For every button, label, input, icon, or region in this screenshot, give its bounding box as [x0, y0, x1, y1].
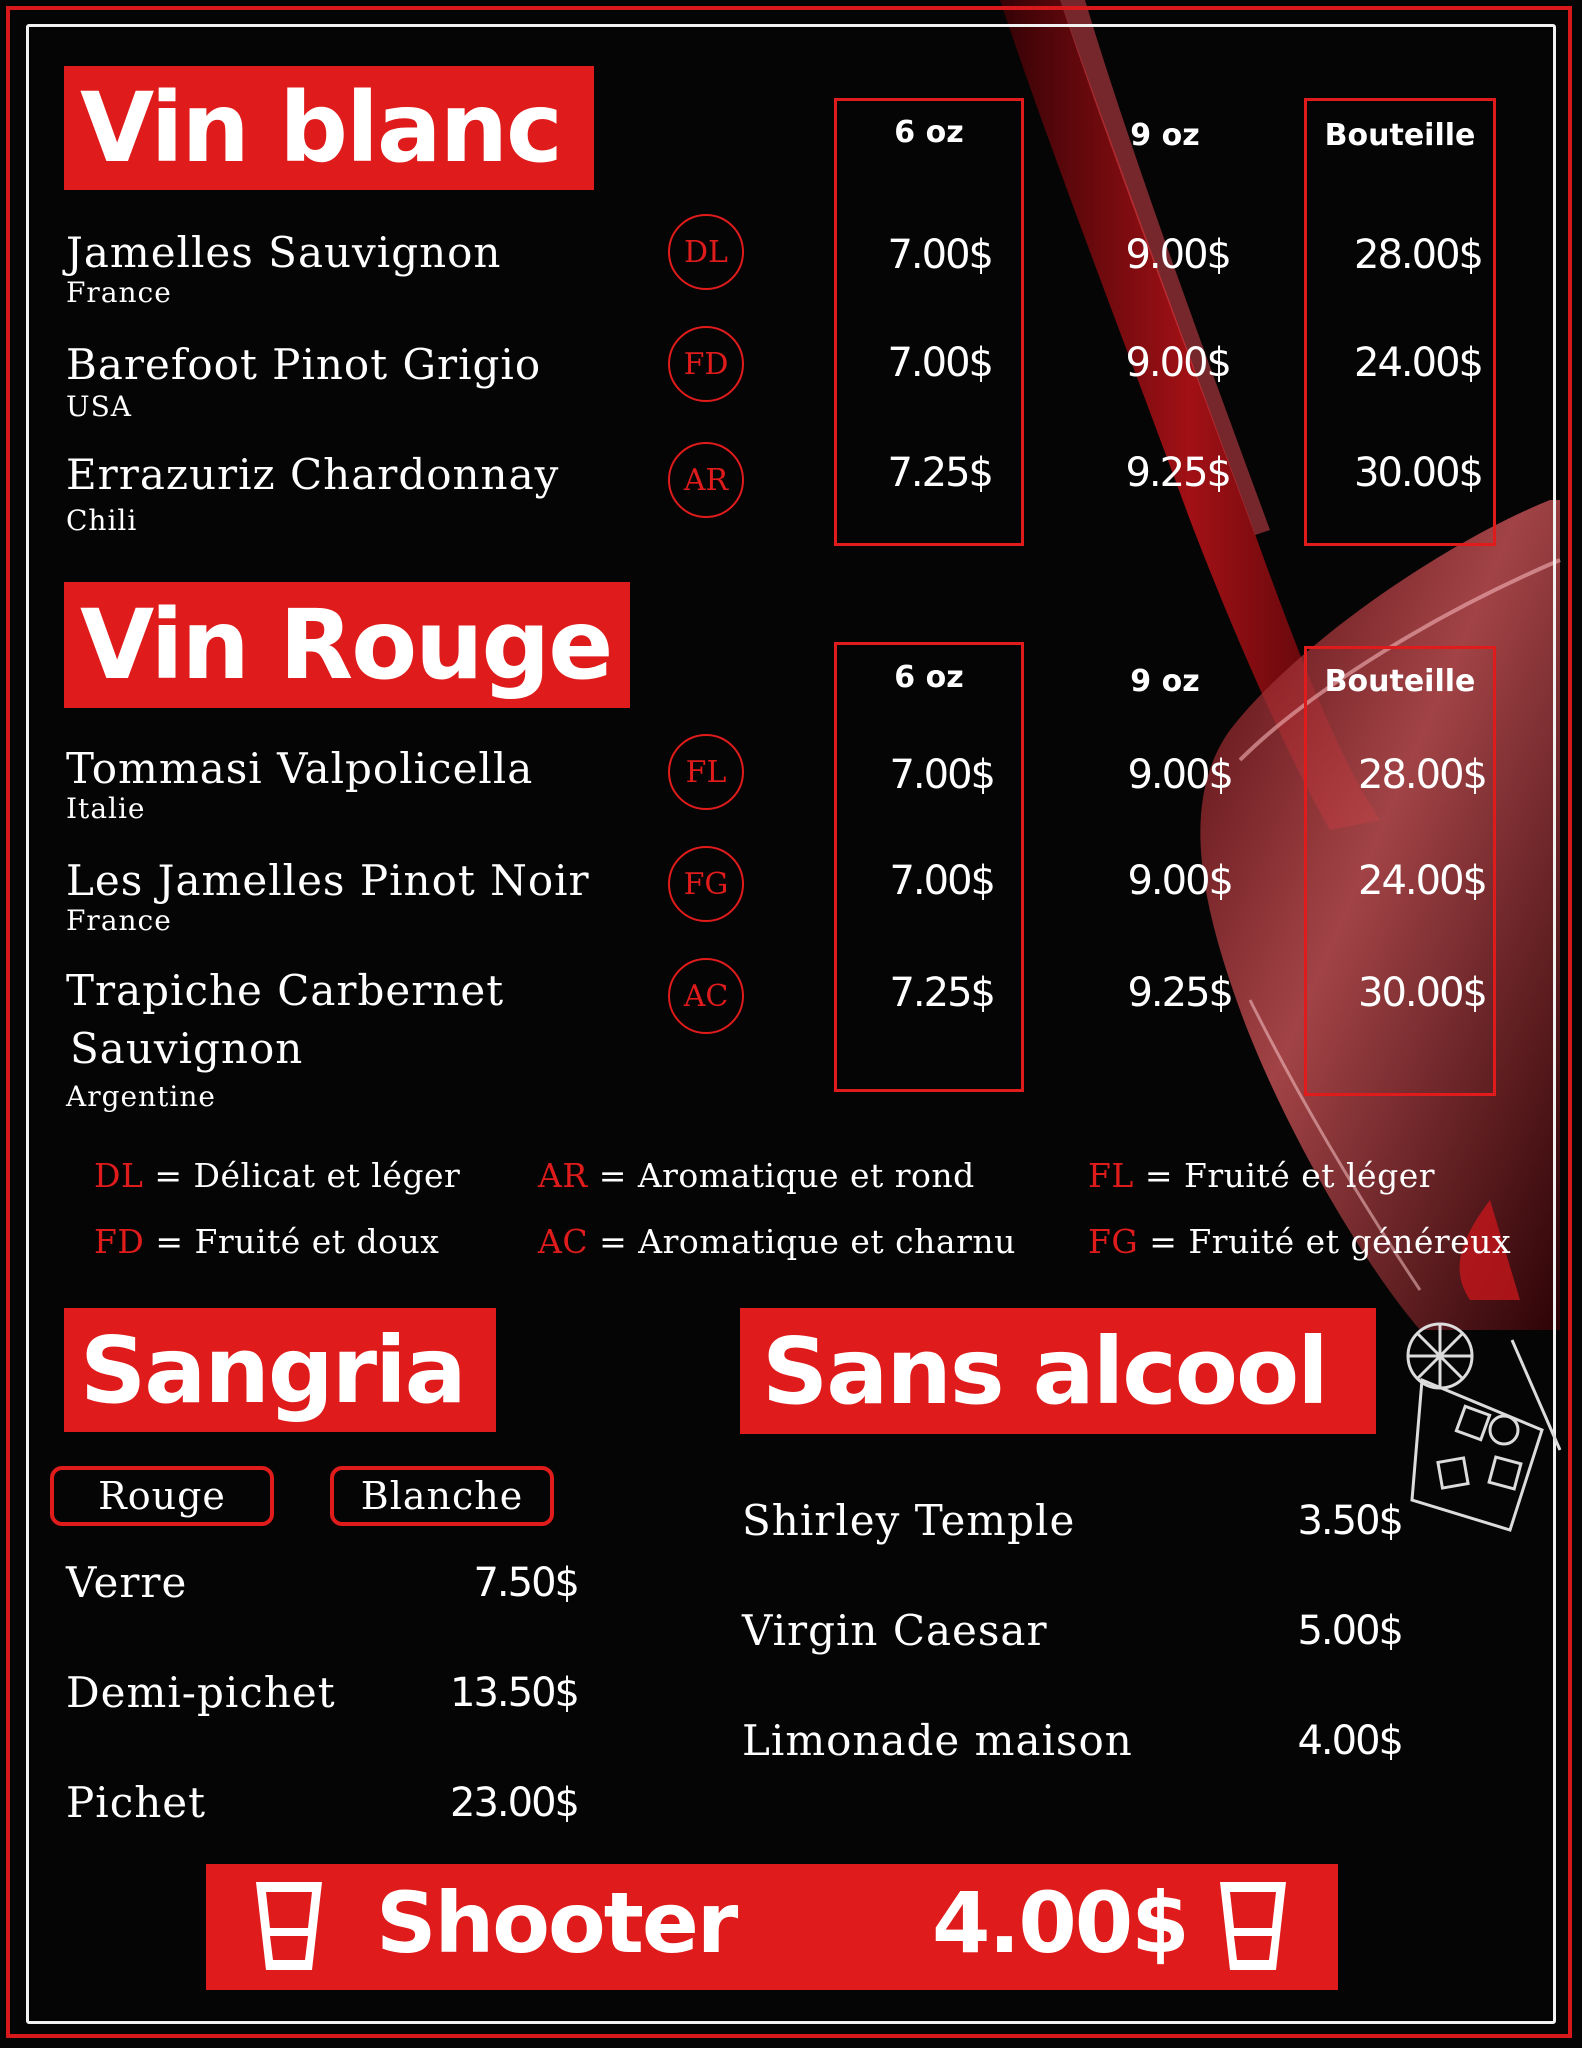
legend-text: = Fruité et léger — [1144, 1156, 1436, 1195]
drink-price: 3.50$ — [1297, 1498, 1402, 1544]
price-9oz: 9.00$ — [1125, 232, 1230, 278]
wine-origin: Argentine — [66, 1080, 216, 1113]
taste-badge: AC — [668, 958, 744, 1034]
taste-badge: DL — [668, 214, 744, 290]
shooter-banner — [206, 1864, 1338, 1990]
price-bottle: 24.00$ — [1358, 858, 1486, 904]
price-bottle: 30.00$ — [1358, 970, 1486, 1016]
price-bottle: 30.00$ — [1354, 450, 1482, 496]
price-bottle: 28.00$ — [1354, 232, 1482, 278]
sangria-item: Demi-pichet — [66, 1668, 336, 1717]
wine-name: Tommasi Valpolicella — [66, 744, 534, 793]
drink-price: 4.00$ — [1297, 1718, 1402, 1764]
legend-item — [1088, 1156, 1435, 1195]
wine-origin: France — [66, 276, 172, 309]
shot-glass-icon — [1216, 1878, 1290, 1974]
legend-item — [538, 1222, 1016, 1261]
red-wine-title: Vin Rouge — [64, 582, 630, 708]
legend-item — [94, 1156, 460, 1195]
taste-badge: AR — [668, 442, 744, 518]
legend-code: FG — [1088, 1222, 1139, 1261]
legend-code: DL — [94, 1156, 144, 1195]
taste-badge: FL — [668, 734, 744, 810]
price-6oz: 7.00$ — [889, 858, 994, 904]
legend-text: = Aromatique et charnu — [599, 1222, 1016, 1261]
price-6oz: 7.25$ — [887, 450, 992, 496]
drink-item: Shirley Temple — [742, 1496, 1076, 1545]
col-head-9oz: 9 oz — [1130, 118, 1200, 153]
legend-text: = Aromatique et rond — [598, 1156, 975, 1195]
col-head-bottle: Bouteille — [1324, 118, 1476, 153]
wine-name: Les Jamelles Pinot Noir — [66, 856, 590, 905]
sangria-price: 7.50$ — [473, 1560, 578, 1606]
wine-name-line2: Sauvignon — [70, 1024, 304, 1073]
wine-origin: Chili — [66, 504, 138, 537]
col-head-6oz: 6 oz — [894, 115, 964, 150]
price-9oz: 9.00$ — [1127, 752, 1232, 798]
legend-code: FL — [1088, 1156, 1134, 1195]
taste-badge: FD — [668, 326, 744, 402]
legend-item — [538, 1156, 975, 1195]
sangria-item: Pichet — [66, 1778, 206, 1827]
price-6oz: 7.00$ — [887, 232, 992, 278]
legend-code: AR — [538, 1156, 588, 1195]
cocktail-icon — [1392, 1310, 1562, 1540]
legend-code: FD — [94, 1222, 145, 1261]
wine-name: Errazuriz Chardonnay — [66, 450, 560, 499]
non-alcoholic-title: Sans alcool — [740, 1308, 1376, 1434]
legend-code: AC — [538, 1222, 589, 1261]
sangria-price: 13.50$ — [450, 1670, 578, 1716]
drink-item: Limonade maison — [742, 1716, 1133, 1765]
wine-name: Jamelles Sauvignon — [66, 228, 502, 277]
wine-origin: Italie — [66, 792, 146, 825]
price-6oz: 7.25$ — [889, 970, 994, 1016]
price-6oz: 7.00$ — [889, 752, 994, 798]
wine-name: Trapiche Carbernet — [66, 966, 505, 1015]
col-head-6oz: 6 oz — [894, 660, 964, 695]
legend-item — [1088, 1222, 1511, 1261]
shooter-price: 4.00$ — [932, 1874, 1188, 1972]
taste-badge: FG — [668, 846, 744, 922]
legend-text: = Délicat et léger — [154, 1156, 461, 1195]
col-head-bottle: Bouteille — [1324, 664, 1476, 699]
price-6oz: 7.00$ — [887, 340, 992, 386]
price-9oz: 9.25$ — [1125, 450, 1230, 496]
wine-origin: USA — [66, 390, 132, 423]
col-head-9oz: 9 oz — [1130, 664, 1200, 699]
price-bottle: 28.00$ — [1358, 752, 1486, 798]
white-wine-title: Vin blanc — [64, 66, 594, 190]
price-9oz: 9.25$ — [1127, 970, 1232, 1016]
shot-glass-icon — [252, 1878, 326, 1974]
sangria-option-blanche[interactable]: Blanche — [330, 1466, 554, 1526]
sangria-option-rouge[interactable]: Rouge — [50, 1466, 274, 1526]
sangria-title: Sangria — [64, 1308, 496, 1432]
wine-name: Barefoot Pinot Grigio — [66, 340, 542, 389]
price-bottle: 24.00$ — [1354, 340, 1482, 386]
legend-text: = Fruité et doux — [155, 1222, 440, 1261]
drink-item: Virgin Caesar — [742, 1606, 1048, 1655]
wine-origin: France — [66, 904, 172, 937]
legend-item — [94, 1222, 439, 1261]
price-9oz: 9.00$ — [1127, 858, 1232, 904]
sangria-item: Verre — [66, 1558, 188, 1607]
sangria-price: 23.00$ — [450, 1780, 578, 1826]
shooter-label: Shooter — [376, 1874, 737, 1972]
drink-price: 5.00$ — [1297, 1608, 1402, 1654]
legend-text: = Fruité et généreux — [1149, 1222, 1512, 1261]
price-9oz: 9.00$ — [1125, 340, 1230, 386]
